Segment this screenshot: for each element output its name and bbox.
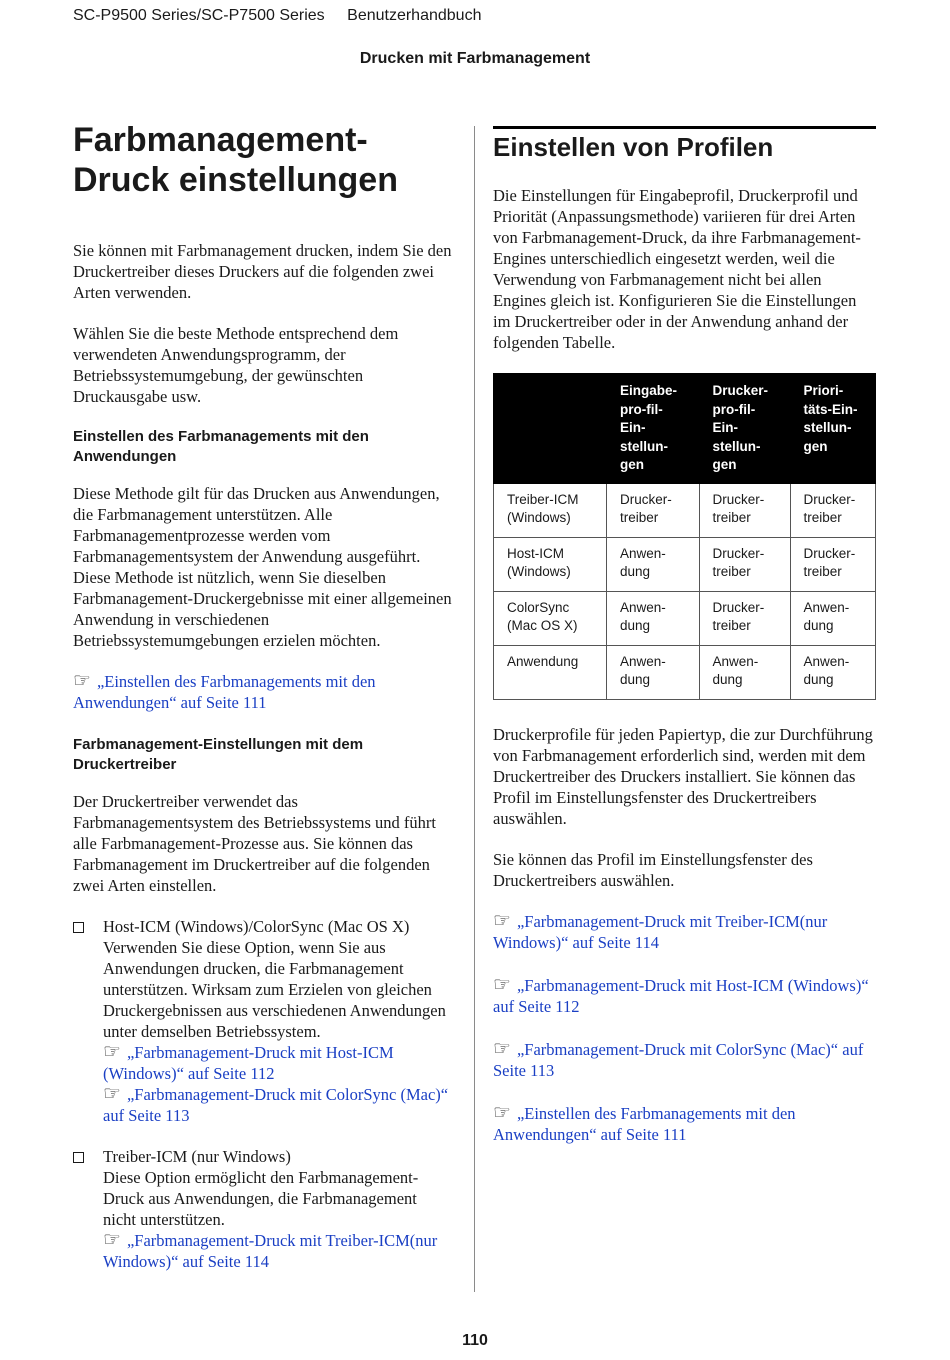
table-cell: Anwendung [494,645,607,699]
xref-text[interactable]: „Farbmanagement-Druck mit ColorSync (Mac)“ auf Seite 113 [493,1039,864,1080]
list-item-host-icm [73,916,453,1126]
table-header-cell: Drucker-pro-fil-Ein-stellun-gen [699,374,790,484]
xref-applications-link[interactable] [73,671,453,713]
checkbox-bullet-icon [73,916,103,1126]
xref-text[interactable]: „Farbmanagement-Druck mit Treiber-ICM(nur Windows)“ auf Seite 114 [493,911,828,952]
section-heading-rule [493,126,876,163]
table-row [494,537,876,591]
xref-text[interactable]: „Farbmanagement-Druck mit ColorSync (Mac)“ auf Seite 113 [103,1085,449,1125]
pointing-hand-icon: ☞ [103,1041,121,1063]
pointing-hand-icon: ☞ [103,1083,121,1105]
table-cell: Treiber-ICM (Windows) [494,483,607,537]
section-title: Drucken mit Farbmanagement [359,50,591,67]
table-cell: Drucker-treiber [699,591,790,645]
table-header-cell [494,374,607,484]
xref-applications-link[interactable] [493,1103,876,1145]
table-row [494,591,876,645]
pointing-hand-icon: ☞ [493,1101,511,1124]
xref-host-icm-link[interactable] [493,975,876,1017]
table-cell: Drucker-treiber [607,483,700,537]
xref-treiber-icm-link[interactable] [103,1230,453,1272]
table-cell: Drucker-treiber [790,537,875,591]
column-divider [474,126,475,1292]
running-header [73,7,481,25]
page-number: 110 [462,1332,488,1349]
xref-colorsync-link[interactable] [493,1039,876,1081]
table-cell: Host-ICM (Windows) [494,537,607,591]
table-row [494,483,876,537]
profiles-intro-paragraph: Die Einstellungen für Eingabeprofil, Druckerprofil und Priorität (Anpassungsmethode) variieren für drei Arten von Farbmanagement-Druck, da ihre Farbmanagement-Engines unterschiedlich eingesetzt werden, weil die Verwendung von Farbmanagement nicht bei allen Engines gleich ist. Konfigurieren Sie die Einstellungen im Druckertreiber oder in der Anwendung anhand der folgenden Tabelle. [493,186,861,352]
pointing-hand-icon: ☞ [493,1037,511,1060]
xref-colorsync-link[interactable] [103,1084,453,1126]
bullet-text: Diese Option ermöglicht den Farbmanagement-Druck aus Anwendungen, die Farbmanagement nicht unterstützen. [103,1168,419,1229]
table-cell: ColorSync (Mac OS X) [494,591,607,645]
xref-treiber-icm-link[interactable] [493,911,876,953]
product-name: SC-P9500 Series/SC-P7500 Series [73,7,325,24]
profiles-table [493,373,876,700]
table-cell: Drucker-treiber [699,537,790,591]
table-cell: Anwen-dung [790,591,875,645]
table-cell: Drucker-treiber [699,483,790,537]
table-header-cell: Priori-täts-Ein-stellun-gen [790,374,875,484]
pointing-hand-icon: ☞ [73,670,91,692]
intro-paragraph: Sie können mit Farbmanagement drucken, indem Sie den Druckertreiber dieses Druckers auf die folgenden zwei Arten verwenden. [73,241,452,302]
xref-text[interactable]: „Einstellen des Farbmanagements mit den Anwendungen“ auf Seite 111 [493,1103,796,1144]
table-row [494,645,876,699]
choose-paragraph: Wählen Sie die beste Methode entsprechend dem verwendeten Anwendungsprogramm, der Betriebssystemumgebung, der gewünschten Druckausgabe usw. [73,324,399,406]
table-cell: Anwen-dung [790,645,875,699]
bullet-text: Verwenden Sie diese Option, wenn Sie aus Anwendungen drucken, die Farbmanagement unterstützen. Wirksam zum Erzielen von gleichen Druckergebnissen aus verschiedenen Anwendungen unter demselben Betriebssystem. [103,938,446,1041]
table-cell: Anwen-dung [699,645,790,699]
xref-host-icm-link[interactable] [103,1042,453,1084]
subheading-driver: Farbmanagement-Einstellungen mit dem Druckertreiber [73,736,364,773]
xref-text[interactable]: „Farbmanagement-Druck mit Host-ICM (Windows)“ auf Seite 112 [493,975,869,1016]
bullet-title: Host-ICM (Windows)/ColorSync (Mac OS X) [103,917,410,936]
table-cell: Drucker-treiber [790,483,875,537]
page-title: Farbmanagement-Druck einstellungen [73,121,398,199]
section-heading: Einstellen von Profilen [493,132,774,162]
table-cell: Anwen-dung [607,537,700,591]
printer-profiles-paragraph: Druckerprofile für jeden Papiertyp, die zur Durchführung von Farbmanagement erforderlich sind, werden mit dem Druckertreiber des Druckers installiert. Sie können das Profil im Einstellungsfenster des Druckertreibers auswählen. [493,724,873,828]
subheading-applications: Einstellen des Farbmanagements mit den Anwendungen [73,428,369,465]
manual-name: Benutzerhandbuch [347,7,482,24]
bullet-title: Treiber-ICM (nur Windows) [103,1147,291,1166]
pointing-hand-icon: ☞ [103,1229,121,1251]
xref-text[interactable]: „Farbmanagement-Druck mit Host-ICM (Windows)“ auf Seite 112 [103,1043,394,1083]
table-cell: Anwen-dung [607,591,700,645]
applications-paragraph: Diese Methode gilt für das Drucken aus Anwendungen, die Farbmanagement unterstützen. Alle Farbmanagementprozesse werden vom Farbmanagementsystem der Anwendung ausgeführt. Diese Methode ist nützlich, wenn Sie dieselben Farbmanagement-Druckergebnisse mit einer allgemeinen Anwendung in verschiedenen Betriebssystemumgebungen erzielen möchten. [73,484,452,650]
checkbox-bullet-icon [73,1146,103,1272]
table-header-row [494,374,876,484]
xref-text[interactable]: „Einstellen des Farbmanagements mit den Anwendungen“ auf Seite 111 [73,672,376,712]
pointing-hand-icon: ☞ [493,973,511,996]
pointing-hand-icon: ☞ [493,909,511,932]
select-profile-paragraph: Sie können das Profil im Einstellungsfenster des Druckertreibers auswählen. [493,849,813,890]
table-header-cell: Eingabe-pro-fil-Ein-stellun-gen [607,374,700,484]
driver-paragraph: Der Druckertreiber verwendet das Farbmanagementsystem des Betriebssystems und führt alle Farbmanagement-Prozesse aus. Sie können das Farbmanagement im Druckertreiber auf die folgenden zwei Arten einstellen. [73,792,436,895]
table-cell: Anwen-dung [607,645,700,699]
left-column [73,120,453,1292]
xref-text[interactable]: „Farbmanagement-Druck mit Treiber-ICM(nur Windows)“ auf Seite 114 [103,1231,438,1271]
right-column [493,126,876,1167]
list-item-treiber-icm [73,1146,453,1272]
